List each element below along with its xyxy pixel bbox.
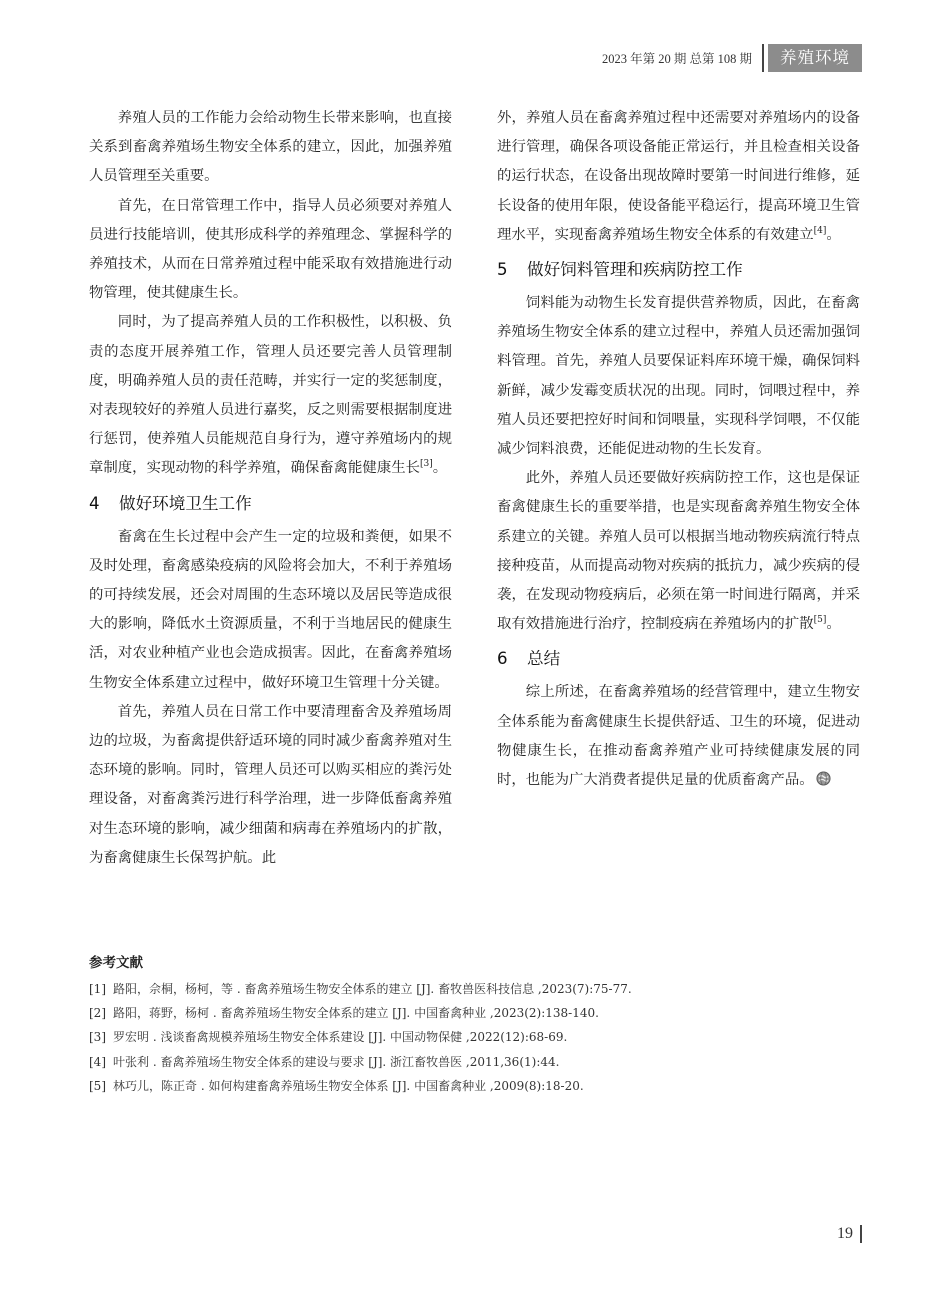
paragraph: 畜禽在生长过程中会产生一定的垃圾和粪便，如果不及时处理，畜禽感染疫病的风险将会加大，不利于养殖场的可持续发展，还会对周围的生态环境以及居民等造成很大的影响，降低水土资源质量，不利于当地居民的健康生活，对农业种植产业也会造成损害。因此，在畜禽养殖场生物安全体系建立过程中，做好环境卫生管理十分关键。 [89,528,452,691]
paragraph: 首先，在日常管理工作中，指导人员必须要对养殖人员进行技能培训，使其形成科学的养殖理念、掌握科学的养殖技术，从而在日常养殖过程中能采取有效措施进行动物管理，使其健康生长。 [89,197,452,302]
globe-icon [816,771,831,786]
section-heading-4: 4 做好环境卫生工作 [89,493,252,513]
running-header [602,44,862,72]
paragraph: 综上所述，在畜禽养殖场的经营管理中，建立生物安全体系能为畜禽健康生长提供舒适、卫生的环境，促进动物健康生长，在推动畜禽养殖产业可持续健康发展的同时，也能为广大消费者提供足量的优质畜禽产品。 [497,684,860,789]
paragraph: 饲料能为动物生长发育提供营养物质，因此，在畜禽养殖场生物安全体系的建立过程中，养殖人员还需加强饲料管理。首先，养殖人员要保证料库环境干燥，确保饲料新鲜，减少发霉变质状况的出现。同时，饲喂过程中，养殖人员还要把控好时间和饲喂量，实现科学饲喂，不仅能减少饲料浪费，还能促进动物的生长发育。 [497,295,860,458]
section-heading-5: 5 做好饲料管理和疾病防控工作 [497,260,743,280]
citation[interactable]: [5] [813,615,827,626]
paragraph: 养殖人员的工作能力会给动物生长带来影响，也直接关系到畜禽养殖场生物安全体系的建立，因此，加强养殖人员管理至关重要。 [89,110,452,185]
issue-info: 2023 年第 20 期 总第 108 期 [601,52,752,66]
reference-item: [4] 叶张利 . 畜禽养殖场生物安全体系的建设与要求 [J]. 浙江畜牧兽医 ,2011,36(1):44. [89,1054,560,1069]
citation[interactable]: [4] [813,225,827,236]
citation[interactable]: [3] [420,459,433,470]
paragraph: 同时，为了提高养殖人员的工作积极性，以积极、负责的态度开展养殖工作，管理人员还要完善人员管理制度，明确养殖人员的责任范畴，并实行一定的奖惩制度，对表现较好的养殖人员进行嘉奖，反之则需要根据制度进行惩罚，使养殖人员能规范自身行为，遵守养殖场内的规章制度，实现动物的科学养殖，确保畜禽能健康生长[3]。 [89,314,452,477]
page-number-bar [860,1225,862,1243]
paragraph: 首先，养殖人员在日常工作中要清理畜舍及养殖场周边的垃圾，为畜禽提供舒适环境的同时减少畜禽养殖对生态环境的影响。同时，管理人员还可以购买相应的粪污处理设备，对畜禽粪污进行科学治理，进一步降低畜禽养殖对生态环境的影响，减少细菌和病毒在养殖场内的扩散，为畜禽健康生长保驾护航。此 [89,703,452,866]
reference-item: [5] 林巧儿，陈正奇 . 如何构建畜禽养殖场生物安全体系 [J]. 中国畜禽种业 ,2009(8):18-20. [89,1078,584,1093]
paragraph: 外，养殖人员在畜禽养殖过程中还需要对养殖场内的设备进行管理，确保各项设备能正常运行，并且检查相关设备的运行状态，在设备出现故障时要第一时间进行维修，延长设备的使用年限，使设备能平稳运行，提高环境卫生管理水平，实现畜禽养殖场生物安全体系的有效建立[4]。 [497,110,860,243]
references-title: 参考文献 [89,955,143,971]
reference-item: [2] 路阳，蒋野，杨柯 . 畜禽养殖场生物安全体系的建立 [J]. 中国畜禽种业 ,2023(2):138-140. [89,1006,599,1021]
left-column [89,104,452,873]
references [89,951,864,1098]
paragraph: 此外，养殖人员还要做好疾病防控工作，这也是保证畜禽健康生长的重要举措，也是实现畜禽养殖生物安全体系建立的关键。养殖人员可以根据当地动物疾病流行特点接种疫苗，从而提高动物对疾病的抵抗力，减少疾病的侵袭，在发现动物疫病后，必须在第一时间进行隔离，并采取有效措施进行治疗，控制疫病在养殖场内的扩散[5]。 [497,470,860,633]
reference-item: [1] 路阳，佘桐，杨柯，等 . 畜禽养殖场生物安全体系的建立 [J]. 畜牧兽医科技信息 ,2023(7):75-77. [89,982,632,996]
page-number: 19 [837,1225,862,1243]
reference-item: [3] 罗宏明 . 浅谈畜禽规模养殖场生物安全体系建设 [J]. 中国动物保健 ,2022(12):68-69. [89,1030,568,1045]
right-column [497,104,860,795]
header-divider [762,44,764,72]
section-heading-6: 6 总结 [497,649,561,669]
section-tag: 养殖环境 [768,44,862,72]
